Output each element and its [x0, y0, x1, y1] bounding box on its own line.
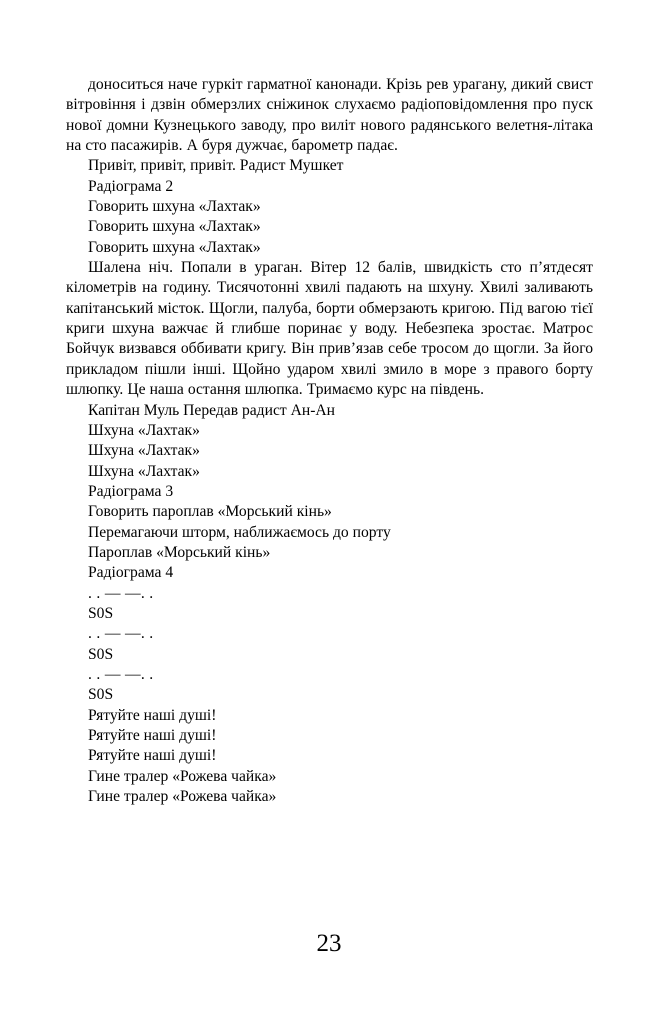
- radiogram-line: Радіограма 3: [88, 482, 174, 500]
- radiogram-line: Шхуна «Лахтак»: [88, 462, 200, 480]
- radiogram-line: Шхуна «Лахтак»: [88, 442, 200, 460]
- radiogram-line: Говорить шхуна «Лахтак»: [88, 238, 261, 256]
- radiogram-line: Рятуйте наші душі!: [88, 747, 217, 765]
- page-text-column: [66, 75, 593, 807]
- morse-code-line: . . — —. .: [88, 584, 154, 602]
- radiogram-line: Пароплав «Морський кінь»: [88, 543, 271, 561]
- radiogram-line: Говорить шхуна «Лахтак»: [88, 218, 261, 236]
- radiogram-line: Рятуйте наші душі!: [88, 727, 217, 744]
- morse-code-line: . . — —. .: [88, 625, 154, 643]
- page-number: 23: [316, 930, 342, 957]
- radiogram-line: Говорить пароплав «Морський кінь»: [88, 503, 332, 521]
- radiogram-line: Капітан Муль Передав радист Ан-Ан: [88, 401, 335, 419]
- radiogram-line: Радіограма 4: [88, 564, 174, 582]
- radiogram-line: Гине тралер «Рожева чайка»: [88, 767, 277, 785]
- body-paragraph: доноситься наче гуркіт гарматної канонади. Крізь рев урагану, дикий свист вітровіння і дзвін обмерзлих сніжинок слухаємо радіоповідомлення про пуск нової домни Кузнецького заводу, про виліт нового радянського велетня-літака на сто пасажирів. А буря дужчає, барометр падає.: [66, 76, 593, 155]
- radiogram-line: Говорить шхуна «Лахтак»: [88, 198, 261, 216]
- body-paragraph: Шалена ніч. Попали в ураган. Вітер 12 балів, швидкість сто п’ятдесят кілометрів на годину. Тисячотонні хвилі падають на шхуну. Хвилі заливають капітанський місток. Щогли, палуба, борти обмерзають кригою. Під вагою тієї криги шхуна важчає й глибше поринає у воду. Небезпека зростає. Матрос Бойчук визвався оббивати кригу. Він прив’язав себе тросом до щогли. За його прикладом пішли інші. Щойно ударом хвилі змило в море з правого борту шлюпку. Це наша остання шлюпка. Тримаємо курс на південь.: [66, 259, 593, 399]
- radiogram-line: Привіт, привіт, привіт. Радист Мушкет: [88, 157, 344, 175]
- radiogram-line: S0S: [88, 645, 114, 663]
- radiogram-line: Перемагаючи шторм, наближаємось до порту: [88, 523, 391, 541]
- radiogram-line: Гине тралер «Рожева чайка»: [88, 788, 277, 806]
- radiogram-line: S0S: [88, 604, 114, 622]
- morse-code-line: . . — —. .: [88, 665, 154, 683]
- radiogram-line: Радіограма 2: [88, 177, 174, 195]
- radiogram-line: Рятуйте наші душі!: [88, 706, 217, 724]
- radiogram-line: Шхуна «Лахтак»: [88, 421, 200, 439]
- radiogram-line: S0S: [88, 686, 114, 704]
